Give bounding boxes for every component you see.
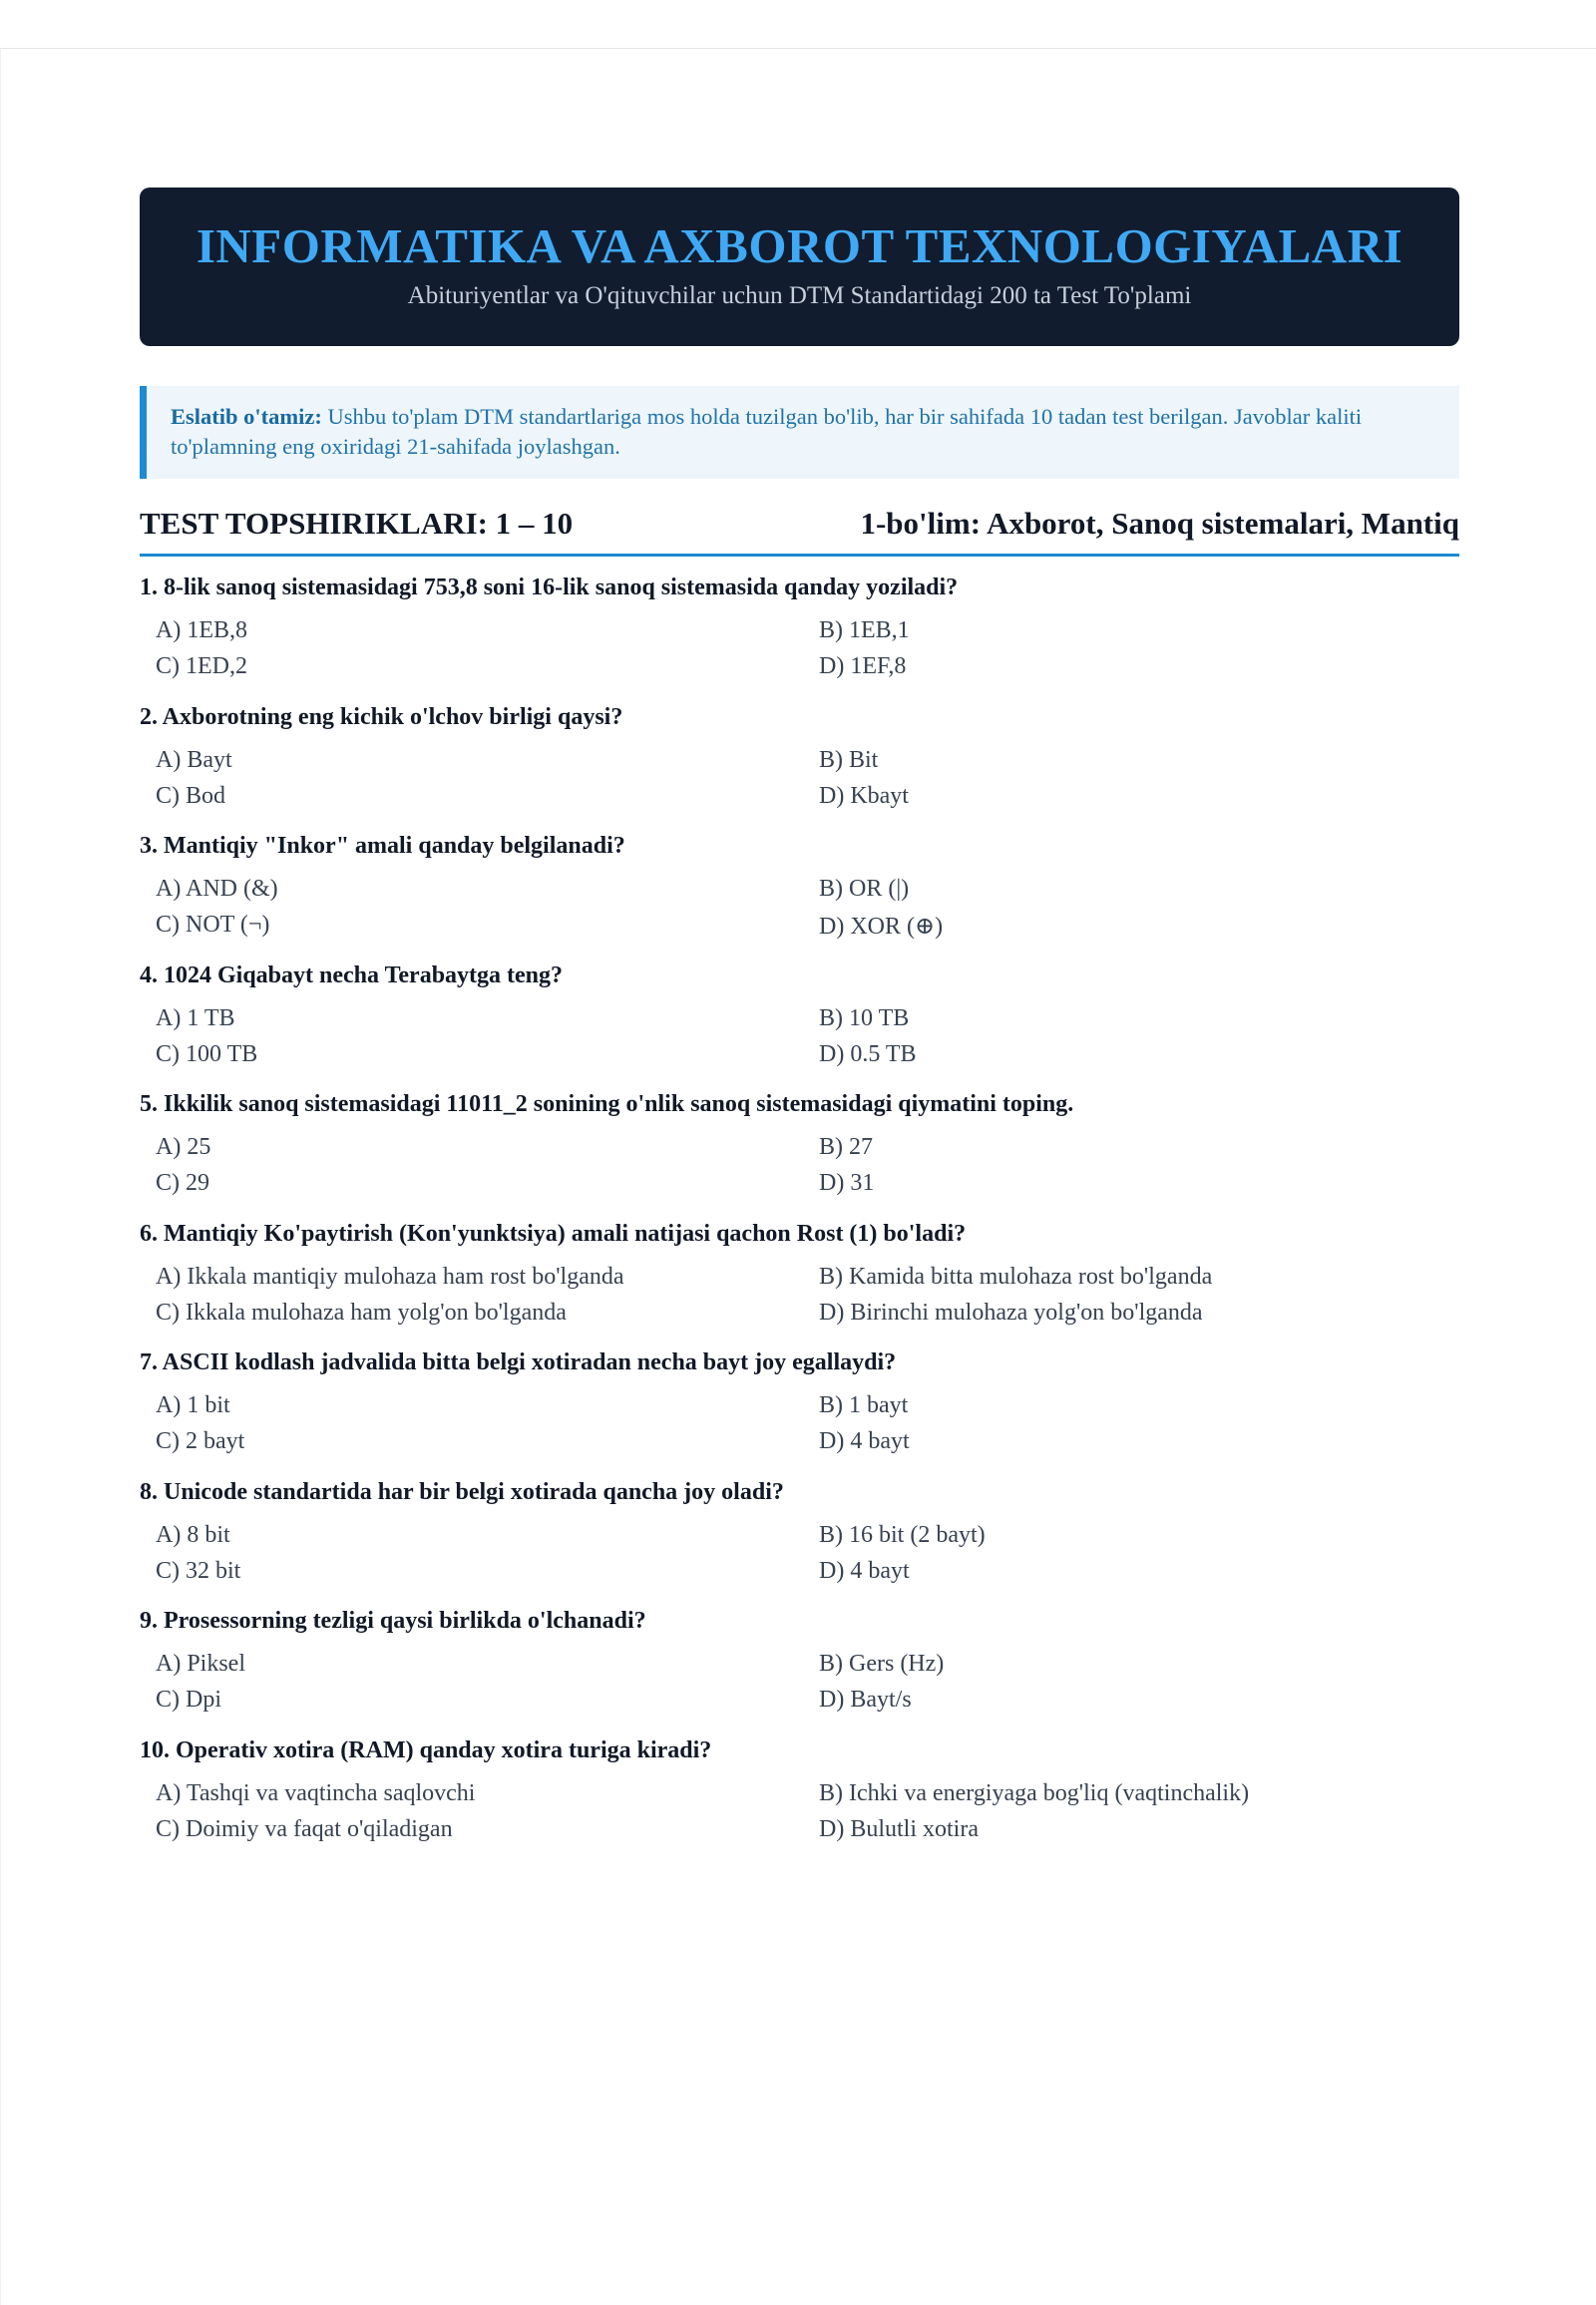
question-text: 2. Axborotning eng kichik o'lchov birligi qaysi? — [140, 703, 623, 730]
question-text: 3. Mantiqiy "Inkor" amali qanday belgilanadi? — [140, 833, 625, 859]
option-c: C) Ikkala mulohaza ham yolg'on bo'lganda — [156, 1299, 567, 1326]
option-a: A) 8 bit — [156, 1521, 230, 1548]
question-text: 8. Unicode standartida har bir belgi xotirada qancha joy oladi? — [140, 1478, 784, 1505]
option-a: A) 25 — [156, 1134, 211, 1160]
option-a: A) Piksel — [156, 1651, 245, 1677]
option-b: B) Bit — [819, 746, 879, 773]
question-text: 9. Prosessorning tezligi qaysi birlikda o'lchanadi? — [140, 1608, 646, 1634]
question-list — [140, 575, 1459, 1866]
question-item — [140, 1737, 1459, 1867]
option-c: C) NOT (¬) — [156, 912, 270, 938]
option-a: A) 1 bit — [156, 1392, 230, 1418]
option-b: B) 1EB,1 — [819, 617, 910, 643]
note-label: Eslatib o'tamiz: — [171, 404, 322, 429]
question-text: 10. Operativ xotira (RAM) qanday xotira turiga kiradi? — [140, 1736, 712, 1763]
option-b: B) 16 bit (2 bayt) — [819, 1521, 986, 1548]
question-item — [140, 575, 1459, 704]
option-b: B) 27 — [819, 1134, 873, 1160]
note-text: Ushbu to'plam DTM standartlariga mos holda tuzilgan bo'lib, har bir sahifada 10 tadan test berilgan. Javoblar kaliti to'plamning eng oxiridagi 21-sahifada joylashgan. — [171, 404, 1363, 459]
option-a: A) Bayt — [156, 746, 232, 773]
section-topic: 1-bo'lim: Axborot, Sanoq sistemalari, Mantiq — [860, 506, 1459, 541]
question-text: 6. Mantiqiy Ko'paytirish (Kon'yunktsiya) amali natijasi qachon Rost (1) bo'ladi? — [140, 1220, 967, 1247]
question-text: 7. ASCII kodlash jadvalida bitta belgi xotiradan necha bayt joy egallaydi? — [140, 1349, 897, 1375]
document-page — [0, 48, 1596, 2305]
option-b: B) Gers (Hz) — [819, 1651, 945, 1677]
question-item — [140, 1479, 1459, 1609]
question-item — [140, 1221, 1459, 1350]
section-range: TEST TOPSHIRIKLARI: 1 – 10 — [140, 506, 574, 541]
option-a: A) Ikkala mantiqiy mulohaza ham rost bo'lganda — [156, 1263, 624, 1290]
section-header — [140, 504, 1459, 557]
option-b: B) 1 bayt — [819, 1392, 909, 1418]
option-d: D) Birinchi mulohaza yolg'on bo'lganda — [819, 1299, 1203, 1326]
question-item — [140, 833, 1459, 962]
question-item — [140, 704, 1459, 834]
option-d: D) Bayt/s — [819, 1687, 912, 1713]
reminder-note — [140, 386, 1459, 479]
option-c: C) 32 bit — [156, 1557, 241, 1584]
option-b: B) Ichki va energiyaga bog'liq (vaqtinchalik) — [819, 1779, 1250, 1806]
option-c: C) 29 — [156, 1170, 209, 1196]
option-a: A) Tashqi va vaqtincha saqlovchi — [156, 1779, 476, 1806]
option-c: C) Bod — [156, 782, 226, 809]
option-b: B) Kamida bitta mulohaza rost bo'lganda — [819, 1263, 1213, 1290]
option-d: D) Kbayt — [819, 782, 909, 809]
question-text: 1. 8-lik sanoq sistemasidagi 753,8 soni 16-lik sanoq sistemasida qanday yoziladi? — [140, 575, 959, 600]
option-d: D) Bulutli xotira — [819, 1815, 979, 1842]
question-item — [140, 1608, 1459, 1737]
option-c: C) Doimiy va faqat o'qiladigan — [156, 1815, 453, 1842]
document-subtitle: Abituriyentlar va O'qituvchilar uchun DTM Standartidagi 200 ta Test To'plami — [407, 282, 1192, 309]
question-text: 4. 1024 Giqabayt necha Terabaytga teng? — [140, 961, 564, 988]
option-d: D) 0.5 TB — [819, 1040, 917, 1067]
document-title: INFORMATIKA VA AXBOROT TEXNOLOGIYALARI — [196, 218, 1403, 273]
option-c: C) Dpi — [156, 1687, 221, 1713]
option-b: B) OR (|) — [819, 876, 910, 902]
option-c: C) 100 TB — [156, 1040, 258, 1067]
option-d: D) XOR (⊕) — [819, 914, 944, 940]
option-d: D) 1EF,8 — [819, 653, 907, 679]
option-a: A) AND (&) — [156, 876, 278, 902]
option-c: C) 1ED,2 — [156, 653, 247, 679]
option-c: C) 2 bayt — [156, 1428, 245, 1454]
title-banner — [140, 188, 1459, 346]
question-item — [140, 1349, 1459, 1479]
option-d: D) 31 — [819, 1170, 875, 1196]
question-text: 5. Ikkilik sanoq sistemasidagi 11011_2 sonining o'nlik sanoq sistemasidagi qiymatini toping. — [140, 1091, 1074, 1117]
option-b: B) 10 TB — [819, 1004, 910, 1031]
option-a: A) 1EB,8 — [156, 617, 247, 643]
question-item — [140, 1091, 1459, 1221]
option-d: D) 4 bayt — [819, 1557, 910, 1584]
question-item — [140, 962, 1459, 1092]
option-d: D) 4 bayt — [819, 1428, 910, 1454]
option-a: A) 1 TB — [156, 1004, 235, 1031]
